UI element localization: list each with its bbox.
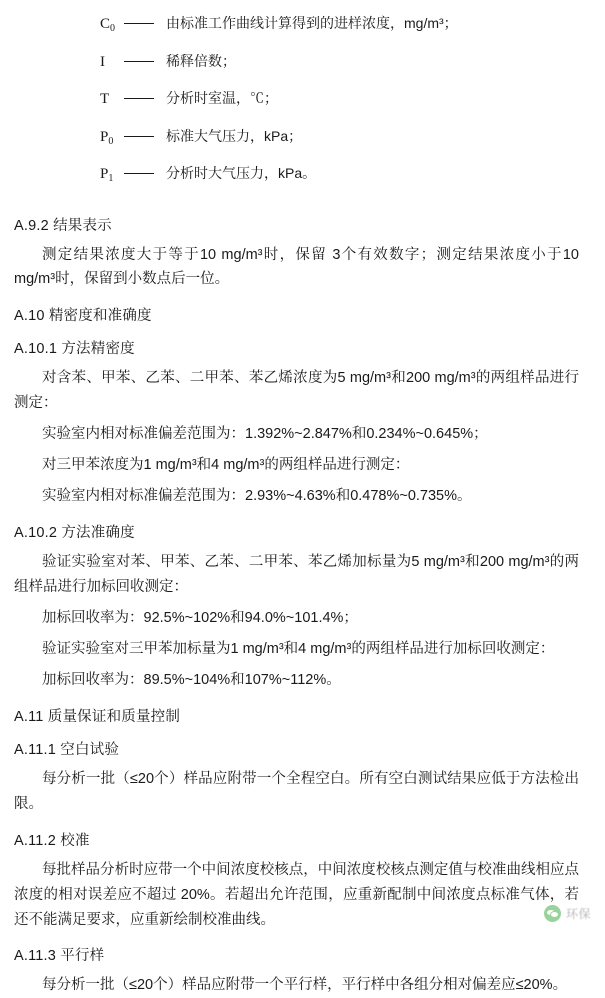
wechat-icon xyxy=(544,905,561,922)
symbol-label: $P_1$ xyxy=(100,166,114,184)
section-heading-a101: A.10.1 方法精密度 xyxy=(14,341,135,358)
section-paragraph: 加标回收率为：92.5%~102%和94.0%~101.4%； xyxy=(42,609,358,626)
section-paragraph: 实验室内相对标准偏差范围为：2.93%~4.63%和0.478%~0.735%。 xyxy=(42,488,472,505)
section-paragraph: 验证实验室对苯、甲苯、乙苯、二甲苯、苯乙烯加标量为5 mg/m³和200 mg/m³的两组样品进行加标回收测定： xyxy=(14,554,579,595)
section-paragraph: 每分析一批（≤20个）样品应附带一个平行样，平行样中各组分相对偏差应≤20%。 xyxy=(42,977,568,994)
section-paragraph: 实验室内相对标准偏差范围为：1.392%~2.847%和0.234%~0.645%； xyxy=(42,426,488,443)
symbol-row xyxy=(100,89,575,110)
section-heading-a112: A.11.2 校准 xyxy=(14,832,90,849)
dash-rule xyxy=(122,98,166,99)
symbol-label: $P_0$ xyxy=(100,128,114,147)
section-paragraph: 对三甲苯浓度为1 mg/m³和4 mg/m³的两组样品进行测定： xyxy=(42,457,410,474)
section-paragraph: 加标回收率为：89.5%~104%和107%~112%。 xyxy=(42,671,341,688)
symbol-definition: 标准大气压力，kPa； xyxy=(166,127,303,144)
section-heading-a92: A.9.2 结果表示 xyxy=(14,217,112,234)
dash-rule xyxy=(122,23,166,24)
symbol-subscript: 0 xyxy=(108,135,114,147)
section-paragraph: 验证实验室对三甲苯加标量为1 mg/m³和4 mg/m³的两组样品进行加标回收测定： xyxy=(42,640,555,657)
section-paragraph: 每批样品分析时应带一个中间浓度校核点，中间浓度校核点测定值与校准曲线相应点浓度的相对误差应不超过 20%。若超出允许范围，应重新配制中间浓度点标准气体，若还不能满足要求，应重新绘制校准曲线。 xyxy=(14,861,579,928)
dash-rule xyxy=(122,136,166,137)
symbol-definition: 分析时室温，℃； xyxy=(166,90,278,106)
section-heading-a10: A.10 精密度和准确度 xyxy=(14,308,152,325)
symbol-subscript: 1 xyxy=(108,173,114,184)
symbol-row xyxy=(100,164,575,185)
section-heading-a11: A.11 质量保证和质量控制 xyxy=(14,708,181,725)
section-paragraph: 对含苯、甲苯、乙苯、二甲苯、苯乙烯浓度为5 mg/m³和200 mg/m³的两组样品进行测定： xyxy=(14,370,579,412)
dash-rule xyxy=(122,61,166,62)
symbol-label: T xyxy=(100,91,110,107)
section-heading-a111: A.11.1 空白试验 xyxy=(14,741,120,758)
section-paragraph: 每分析一批（≤20个）样品应附带一个全程空白。所有空白测试结果应低于方法检出限。 xyxy=(14,770,579,812)
section-heading-a102: A.10.2 方法准确度 xyxy=(14,525,135,542)
watermark-text: 环保 xyxy=(565,907,591,921)
section-heading-a113: A.11.3 平行样 xyxy=(14,948,105,965)
dash-rule xyxy=(122,173,166,174)
symbol-label: $C_0$ xyxy=(100,16,116,34)
symbol-label: I xyxy=(100,53,105,70)
symbol-definition: 稀释倍数； xyxy=(166,52,236,69)
section-paragraph: 测定结果浓度大于等于10 mg/m³时，保留 3个有效数字；测定结果浓度小于10 mg/m³时，保留到小数点后一位。 xyxy=(14,246,579,288)
watermark xyxy=(544,905,591,922)
symbol-definition: 分析时大气压力，kPa。 xyxy=(166,165,317,181)
symbol-definition-list xyxy=(0,0,605,185)
symbol-row xyxy=(100,14,575,35)
symbol-row xyxy=(100,52,575,73)
symbol-definition: 由标准工作曲线计算得到的进样浓度，mg/m³； xyxy=(166,15,458,31)
symbol-subscript: 0 xyxy=(110,23,116,34)
symbol-row xyxy=(100,127,575,148)
